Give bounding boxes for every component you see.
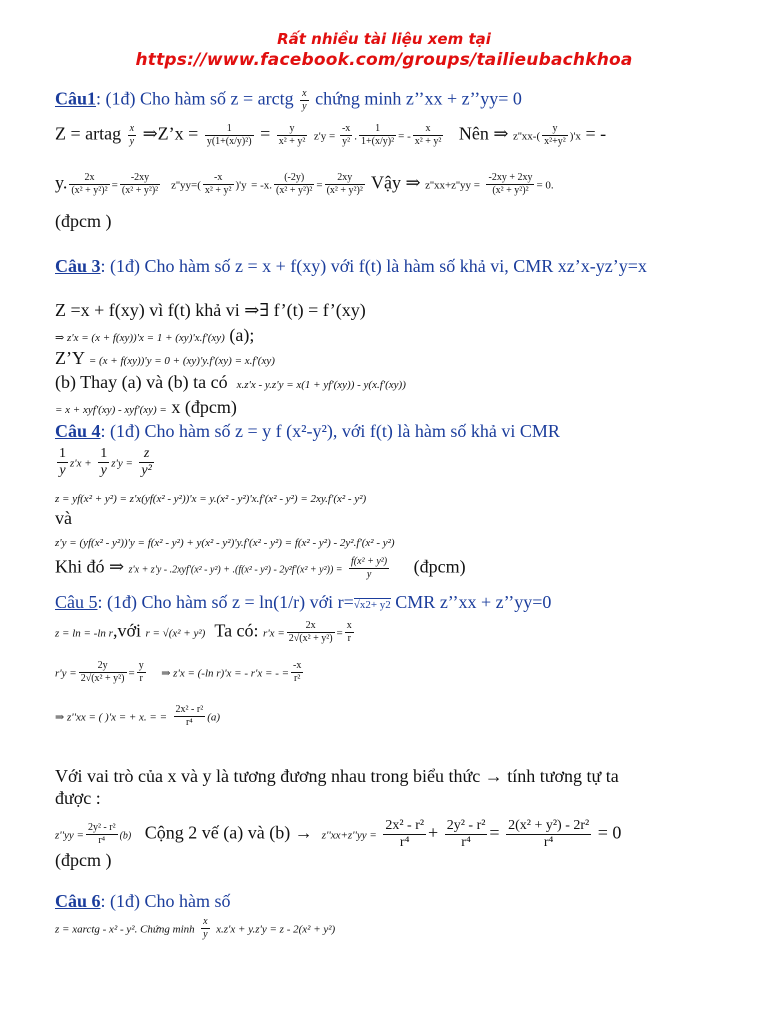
cau4-va: và	[55, 508, 72, 528]
cau1-dpcm: (đpcm )	[55, 211, 112, 231]
cau5-paragraph-2: được :	[55, 788, 101, 808]
cau3-line2: ⇒ z'x = (x + f(xy))'x = 1 + (xy)'x.f'(xy) (a);	[55, 325, 255, 345]
header-line-1: Rất nhiều tài liệu xem tại	[277, 30, 491, 48]
cau4-line2: z = yf(x² + y²) = z'x(yf(x² - y²))'x = y.(x² - y²)'x.f'(x² - y²) = 2xy.f'(x² - y²)	[55, 493, 367, 505]
cau5-label: Câu 5	[55, 592, 98, 612]
cau1-line2: Z = artag $\frac{x}{y}$ ⇒Z’x = $\frac{1}{\text{y(1+(x/y)²)}}$ = $\frac{y}{\text{x² + y²}}$ z'y = $\frac{-x}{\text{y²}}$ . $\frac{1}{\text{1+(x/y)²}}$ = - $\frac{x}{\text{x² + y²}}$ Nên ⇒ z''xx-( $\frac{y}{\text{x²+y²}}$ )'x = -	[55, 123, 607, 147]
cau4-line4: z'y = (yf(x² - y²))'y = f(x² - y²) + y(x² - y²)'y.f'(x² - y²) = f(x² - y²) - 2y².f'(x² - y²)	[55, 537, 395, 549]
cau1-line3: y. $\frac{2x}{\text{(x² + y²)²}}$ = $\frac{-2xy}{\text{(x² + y²)²}}$ z''yy=( $\frac{-x}{\text{x² + y²}}$ )'y = -x. $\frac{(-2y)}{\text{(x² + y²)²}}$ = $\frac{2xy}{\text{(x² + y²)²}}$ Vậy ⇒ z''xx+z''yy = $\frac{-2xy + 2xy}{\text{(x² + y²)²}}$ = 0.	[55, 172, 554, 196]
cau1-label: Câu1	[55, 88, 97, 109]
cau3-line1: Z =x + f(xy) vì f(t) khả vi ⇒∃ f’(t) = f’(xy)	[55, 300, 366, 320]
cau3-label: Câu 3	[55, 256, 101, 276]
cau6-statement: Câu 6: (1đ) Cho hàm số	[55, 891, 231, 911]
cau1-fraction: $\frac{x}{y}$	[302, 88, 307, 112]
cau5-line3: r'y = $\frac{2y}{\text{2√(x² + y²)}}$ = $\frac{y}{r}$ ⇒ z'x = (-ln r)'x = - r'x = - = $\frac{-x}{\text{r²}}$	[55, 660, 302, 684]
cau6-label: Câu 6	[55, 891, 101, 911]
cau5-paragraph: Với vai trò của x và y là tương đương nhau trong biểu thức → tính tương tự ta	[55, 766, 619, 786]
cau5-line2: z = ln = -ln r,với r = √(x² + y²) Ta có: r'x = $\frac{2x}{\text{2√(x² + y²)}}$ = $\frac{x}{r}$	[55, 620, 352, 644]
cau3-line3: Z’Y = (x + f(xy))'y = 0 + (xy)'y.f'(xy) = x.f'(xy)	[55, 348, 275, 368]
cau1-statement: Câu1: (1đ) Cho hàm số z = arctg $\frac{x}{y}$ chứng minh z’’xx + z’’yy= 0	[55, 88, 522, 112]
cau5-dpcm: (đpcm )	[55, 850, 112, 870]
cau3-line5: = x + xyf'(xy) - xyf'(xy) = x (đpcm)	[55, 397, 237, 417]
header-link[interactable]: https://www.facebook.com/groups/tailieubachkhoa	[135, 50, 633, 70]
cau4-statement: Câu 4: (1đ) Cho hàm số z = y f (x²-y²), với f(t) là hàm số khả vi CMR	[55, 421, 560, 441]
cau5-line4: ⇒ z''xx = ( )'x = + x. = = $\frac{\text{2x² - r²}}{\text{r⁴}}$ (a)	[55, 704, 221, 728]
cau3-statement: Câu 3: (1đ) Cho hàm số z = x + f(xy) với f(t) là hàm số khả vi, CMR xz’x-yz’y=x	[55, 256, 647, 276]
cau4-condition: $\frac{1}{y}$ z'x + $\frac{1}{y}$ z'y = $\frac{z}{\text{y²}}$	[59, 446, 152, 478]
cau4-line5: Khi đó ⇒ z'x + z'y - .2xyf'(x² - y²) + .(f(x² - y²) - 2y²f'(x² + y²)) = $\frac{\text{f(x² + y²)}}{y}$ (đpcm)	[55, 556, 466, 580]
cau3-line4: (b) Thay (a) và (b) ta có x.z'x - y.z'y = x(1 + yf'(xy)) - y(x.f'(xy))	[55, 372, 406, 392]
cau6-line2: z = xarctg - x² - y². Chứng minh $\frac{x}{y}$ x.z'x + y.z'y = z - 2(x² + y²)	[55, 916, 336, 940]
cau4-label: Câu 4	[55, 421, 101, 441]
cau5-statement: Câu 5: (1đ) Cho hàm số z = ln(1/r) với r=√x2+ y2 CMR z’’xx + z’’yy=0	[55, 592, 552, 612]
cau5-line7: z''yy = $\frac{\text{2y² - r²}}{\text{r⁴}}$ (b) Cộng 2 vế (a) và (b) → z''xx+z''yy = $\frac{\text{2x² - r²}}{\text{r⁴}}$ + $\frac{\text{2y² - r²}}{\text{r⁴}}$ = $\frac{\text{2(x² + y²) - 2r²}}{\text{r⁴}}$ = 0	[55, 818, 622, 850]
